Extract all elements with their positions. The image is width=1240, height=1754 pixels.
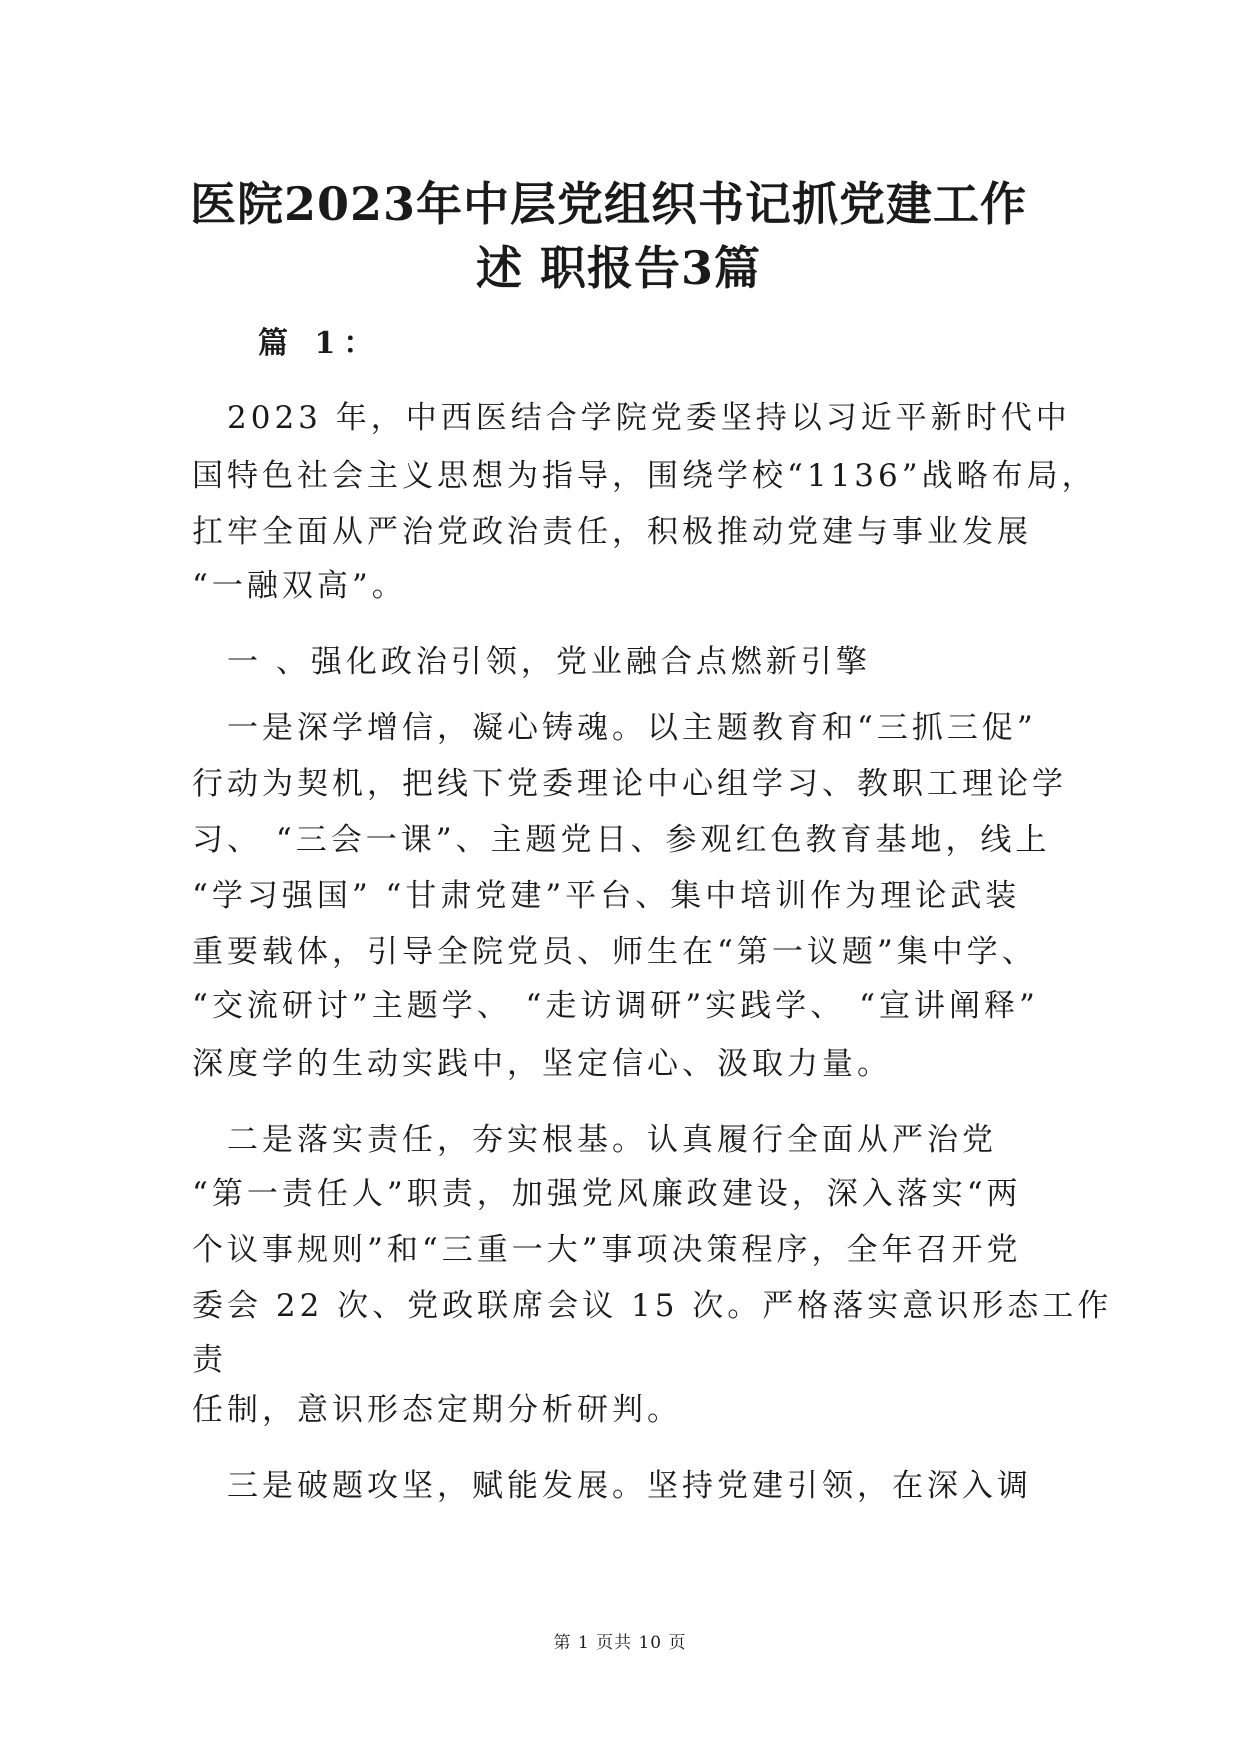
paragraph-line: 委会 22 次、党政联席会议 15 次。严格落实意识形态工作 <box>192 1288 1113 1324</box>
subheading-line: 一 、强化政治引领，党业融合点燃新引擎 <box>192 644 871 680</box>
paragraph-line: 任制，意识形态定期分析研判。 <box>192 1392 682 1428</box>
paragraph-line: 责 <box>192 1342 227 1378</box>
paragraph-line: 行动为契机，把线下党委理论中心组学习、教职工理论学 <box>192 766 1067 802</box>
paragraph-line: 三是破题攻坚，赋能发展。坚持党建引领，在深入调 <box>192 1468 1032 1504</box>
paragraph-line: 重要载体，引导全院党员、师生在“第一议题”集中学、 <box>192 934 1037 970</box>
paragraph-line: “一融双高”。 <box>192 568 407 604</box>
paragraph-line: 深度学的生动实践中，坚定信心、汲取力量。 <box>192 1046 892 1082</box>
paragraph-line: 2023 年，中西医结合学院党委坚持以习近平新时代中 <box>192 400 1071 436</box>
paragraph-line: “第一责任人”职责，加强党风廉政建设，深入落实“两 <box>192 1176 1022 1212</box>
section-heading: 篇 1： <box>258 326 382 361</box>
paragraph-line: 扛牢全面从严治党政治责任，积极推动党建与事业发展 <box>192 514 1032 550</box>
paragraph-line: 个议事规则”和“三重一大”事项决策程序，全年召开党 <box>192 1232 1022 1268</box>
paragraph-line: “学习强国” “甘肃党建”平台、集中培训作为理论武装 <box>192 878 1021 914</box>
paragraph-line: 习、 “三会一课”、主题党日、参观红色教育基地，线上 <box>192 822 1051 858</box>
page-number-footer: 第 1 页共 10 页 <box>553 1633 687 1653</box>
document-title-line-1: 医院2023年中层党组织书记抓党建工作 <box>190 177 1028 231</box>
paragraph-line: 一是深学增信，凝心铸魂。以主题教育和“三抓三促” <box>192 710 1037 746</box>
paragraph-line: “交流研讨”主题学、 “走访调研”实践学、 “宣讲阐释” <box>192 988 1039 1024</box>
paragraph-line: 国特色社会主义思想为指导，围绕学校“1136”战略布局， <box>192 458 1097 494</box>
document-title-line-2: 述 职报告3篇 <box>476 241 762 295</box>
paragraph-line: 二是落实责任，夯实根基。认真履行全面从严治党 <box>192 1122 997 1158</box>
